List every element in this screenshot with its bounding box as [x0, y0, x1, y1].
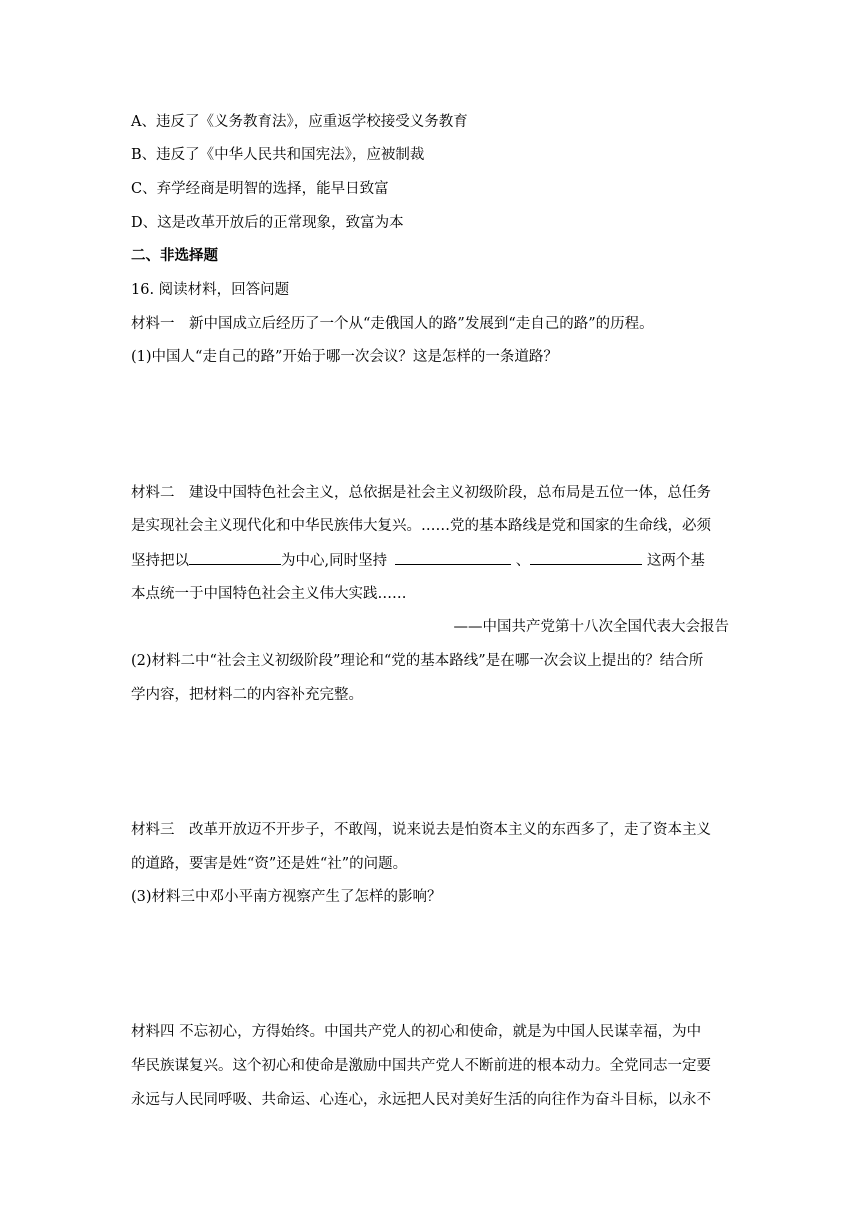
material-1: 材料一 新中国成立后经历了一个从“走俄国人的路”发展到“走自己的路”的历程。 — [131, 316, 654, 332]
material-2-text-d: 这两个基 — [646, 553, 705, 569]
blank-2[interactable] — [395, 550, 511, 565]
material-2-line-2: 是实现社会主义现代化和中华民族伟大复兴。……党的基本路线是党和国家的生命线，必须 — [131, 518, 711, 534]
material-2-line-4: 本点统一于中国特色社会主义伟大实践…… — [131, 586, 407, 602]
option-d: D、这是改革开放后的正常现象，致富为本 — [131, 215, 404, 231]
question-2-line-2: 学内容，把材料二的内容补充完整。 — [131, 687, 363, 703]
material-2-line-3 — [131, 550, 705, 571]
material-4-line-2: 华民族谋复兴。这个初心和使命是激励中国共产党人不断前进的根本动力。全党同志一定要 — [131, 1058, 711, 1074]
material-3-line-1: 材料三 改革开放迈不开步子，不敢闯，说来说去是怕资本主义的东西多了，走了资本主义 — [131, 822, 711, 838]
option-b: B、违反了《中华人民共和国宪法》，应被制裁 — [131, 147, 425, 163]
material-2-text-c: 、 — [515, 553, 531, 569]
section-title: 二、非选择题 — [131, 247, 218, 264]
material-2-text-a: 坚持把以 — [131, 553, 189, 569]
material-4-line-1: 材料四 不忘初心，方得始终。中国共产党人的初心和使命，就是为中国人民谋幸福，为中 — [131, 1024, 702, 1040]
material-2-source: ——中国共产党第十八次全国代表大会报告 — [453, 619, 729, 635]
material-2-text-b: 为中心,同时坚持 — [281, 553, 388, 569]
material-3-line-2: 的道路，要害是姓“资”还是姓“社”的问题。 — [131, 856, 408, 872]
material-4-line-3: 永远与人民同呼吸、共命运、心连心，永远把人民对美好生活的向往作为奋斗目标，以永不 — [131, 1092, 711, 1108]
blank-1[interactable] — [189, 550, 281, 565]
option-a: A、违反了《义务教育法》，应重返学校接受义务教育 — [131, 114, 468, 130]
question-16-stem: 16. 阅读材料，回答问题 — [131, 282, 290, 298]
question-2-line-1: (2)材料二中“社会主义初级阶段”理论和“党的基本路线”是在哪一次会议上提出的？结合所 — [131, 653, 704, 669]
material-2-line-1: 材料二 建设中国特色社会主义，总依据是社会主义初级阶段，总布局是五位一体，总任务 — [131, 485, 711, 501]
blank-3[interactable] — [530, 550, 642, 565]
question-3: (3)材料三中邓小平南方视察产生了怎样的影响？ — [131, 889, 442, 905]
option-c: C、弃学经商是明智的选择，能早日致富 — [131, 181, 389, 197]
question-1: (1)中国人“走自己的路”开始于哪一次会议？这是怎样的一条道路？ — [131, 349, 558, 365]
